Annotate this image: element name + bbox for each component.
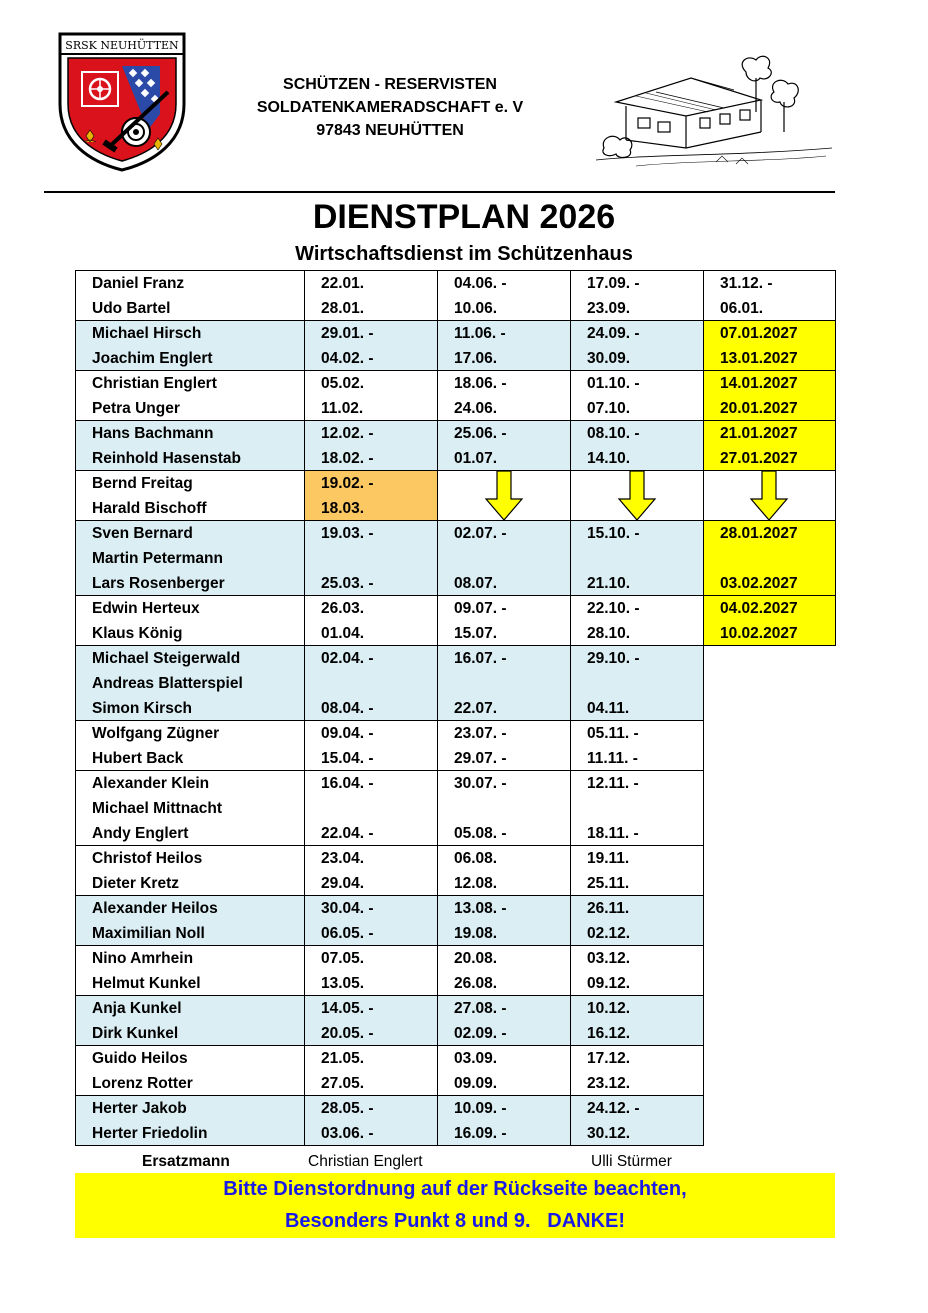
duty-date: 19.03. - [321, 525, 374, 542]
duty-date: 04.06. - [454, 275, 507, 292]
member-name: Michael Steigerwald [92, 650, 241, 667]
duty-date: 11.06. - [454, 325, 506, 342]
duty-date: 20.01.2027 [720, 400, 798, 417]
substitute-person-2: Ulli Stürmer [591, 1153, 672, 1170]
duty-date: 08.10. - [587, 425, 640, 442]
down-arrow-icon [484, 471, 524, 521]
member-name: Maximilian Noll [92, 925, 205, 942]
member-name: Dirk Kunkel [92, 1025, 179, 1042]
duty-date: 23.09. [587, 300, 631, 317]
duty-date: 13.01.2027 [720, 350, 798, 367]
member-name: Michael Hirsch [92, 325, 202, 342]
footer-line-2: Besonders Punkt 8 und 9. DANKE! [284, 1210, 626, 1232]
duty-date: 17.12. [587, 1050, 631, 1067]
header-divider [44, 191, 835, 193]
duty-date: 29.04. [321, 875, 365, 892]
duty-date: 25.03. - [321, 575, 374, 592]
duty-date: 07.10. [587, 400, 631, 417]
club-crest-logo [56, 32, 188, 172]
member-name: Christof Heilos [92, 850, 203, 867]
duty-date: 10.02.2027 [720, 625, 798, 642]
duty-date: 20.05. - [321, 1025, 374, 1042]
member-name: Helmut Kunkel [92, 975, 201, 992]
duty-date: 10.12. [587, 1000, 631, 1017]
duty-date: 12.11. - [587, 775, 639, 792]
duty-date: 13.05. [321, 975, 365, 992]
duty-date: 14.10. [587, 450, 631, 467]
duty-date: 16.09. - [454, 1125, 507, 1142]
duty-date: 21.10. [587, 575, 631, 592]
duty-date: 18.06. - [454, 375, 507, 392]
duty-date: 16.07. - [454, 650, 507, 667]
duty-date: 19.08. [454, 925, 498, 942]
duty-date: 26.03. [321, 600, 365, 617]
duty-date: 02.07. - [454, 525, 507, 542]
page-subtitle: Wirtschaftsdienst im Schützenhaus [295, 243, 633, 265]
member-name: Petra Unger [92, 400, 180, 417]
duty-date: 22.07. [454, 700, 498, 717]
duty-date: 27.05. [321, 1075, 365, 1092]
duty-date: 16.04. - [321, 775, 374, 792]
duty-date: 14.01.2027 [720, 375, 798, 392]
duty-date: 03.09. [454, 1050, 498, 1067]
member-name: Anja Kunkel [92, 1000, 182, 1017]
footer-line-1: Bitte Dienstordnung auf der Rückseite beachten, [223, 1178, 687, 1200]
duty-date: 28.05. - [321, 1100, 374, 1117]
member-name: Wolfgang Zügner [92, 725, 220, 742]
member-name: Daniel Franz [92, 275, 185, 292]
member-name: Harald Bischoff [92, 500, 207, 517]
member-name: Udo Bartel [92, 300, 171, 317]
substitute-person-1: Christian Englert [308, 1153, 423, 1170]
duty-date: 20.08. [454, 950, 498, 967]
member-name: Dieter Kretz [92, 875, 179, 892]
duty-date: 17.09. - [587, 275, 640, 292]
duty-date: 23.04. [321, 850, 365, 867]
duty-date: 31.12. - [720, 275, 773, 292]
duty-date: 06.08. [454, 850, 498, 867]
member-name: Simon Kirsch [92, 700, 192, 717]
member-name: Reinhold Hasenstab [92, 450, 241, 467]
duty-date: 12.02. - [321, 425, 374, 442]
duty-date: 11.02. [321, 400, 364, 417]
page-title: DIENSTPLAN 2026 [312, 198, 616, 236]
duty-date: 24.12. - [587, 1100, 640, 1117]
member-name: Alexander Heilos [92, 900, 218, 917]
duty-date: 18.11. - [587, 825, 639, 842]
duty-date: 21.01.2027 [720, 425, 798, 442]
duty-date: 01.10. - [587, 375, 640, 392]
footer-notice [75, 1173, 835, 1238]
member-name: Guido Heilos [92, 1050, 188, 1067]
duty-date: 13.08. - [454, 900, 507, 917]
duty-date: 10.09. - [454, 1100, 507, 1117]
member-name: Joachim Englert [92, 350, 213, 367]
member-name: Hans Bachmann [92, 425, 214, 442]
org-line-1: SCHÜTZEN - RESERVISTEN [283, 76, 497, 93]
member-name: Klaus König [92, 625, 183, 642]
duty-date: 28.01. [321, 300, 365, 317]
duty-date: 30.07. - [454, 775, 507, 792]
duty-date: 24.06. [454, 400, 498, 417]
duty-date: 08.04. - [321, 700, 374, 717]
duty-date: 10.06. [454, 300, 498, 317]
member-name: Herter Friedolin [92, 1125, 208, 1142]
duty-date: 29.01. - [321, 325, 374, 342]
member-name: Martin Petermann [92, 550, 223, 567]
duty-date: 09.12. [587, 975, 631, 992]
member-name: Michael Mittnacht [92, 800, 223, 817]
duty-date: 15.07. [454, 625, 498, 642]
duty-date: 05.11. - [587, 725, 639, 742]
member-name: Christian Englert [92, 375, 217, 392]
duty-date: 05.02. [321, 375, 365, 392]
duty-date: 09.09. [454, 1075, 498, 1092]
duty-date: 06.05. - [321, 925, 374, 942]
duty-date: 28.10. [587, 625, 631, 642]
duty-date: 25.11. [587, 875, 630, 892]
duty-date: 08.07. [454, 575, 498, 592]
member-name: Lars Rosenberger [92, 575, 225, 592]
duty-date: 03.12. [587, 950, 631, 967]
duty-date: 26.11. [587, 900, 630, 917]
duty-date: 21.05. [321, 1050, 365, 1067]
duty-date: 15.04. - [321, 750, 374, 767]
member-name: Edwin Herteux [92, 600, 200, 617]
duty-date: 27.01.2027 [720, 450, 798, 467]
duty-date: 24.09. - [587, 325, 640, 342]
duty-date: 26.08. [454, 975, 498, 992]
clubhouse-sketch [596, 52, 832, 174]
duty-date: 16.12. [587, 1025, 631, 1042]
member-name: Sven Bernard [92, 525, 193, 542]
duty-date: 29.07. - [454, 750, 507, 767]
duty-date: 19.11. [587, 850, 630, 867]
duty-date: 01.07. [454, 450, 498, 467]
duty-date: 14.05. - [321, 1000, 374, 1017]
duty-date: 19.02. - [321, 475, 374, 492]
duty-date: 22.10. - [587, 600, 640, 617]
duty-date: 02.09. - [454, 1025, 507, 1042]
down-arrow-icon [749, 471, 789, 521]
member-name: Hubert Back [92, 750, 184, 767]
down-arrow-icon [617, 471, 657, 521]
member-name: Herter Jakob [92, 1100, 187, 1117]
duty-date: 04.02.2027 [720, 600, 798, 617]
duty-date: 25.06. - [454, 425, 507, 442]
duty-date: 09.04. - [321, 725, 374, 742]
svg-text:SRSK NEUHÜTTEN: SRSK NEUHÜTTEN [65, 39, 179, 52]
duty-date: 17.06. [454, 350, 498, 367]
duty-date: 30.04. - [321, 900, 374, 917]
duty-date: 04.02. - [321, 350, 374, 367]
org-line-3: 97843 NEUHÜTTEN [316, 122, 464, 139]
duty-date: 09.07. - [454, 600, 507, 617]
duty-date: 30.12. [587, 1125, 631, 1142]
duty-date: 12.08. [454, 875, 498, 892]
substitute-label: Ersatzmann [142, 1153, 230, 1170]
duty-date: 23.12. [587, 1075, 631, 1092]
duty-date: 07.01.2027 [720, 325, 798, 342]
duty-date: 04.11. [587, 700, 630, 717]
duty-date: 18.03. [321, 500, 365, 517]
duty-date: 01.04. [321, 625, 365, 642]
duty-date: 05.08. - [454, 825, 507, 842]
duty-date: 29.10. - [587, 650, 640, 667]
duty-date: 23.07. - [454, 725, 507, 742]
org-line-2: SOLDATENKAMERADSCHAFT e. V [256, 99, 524, 116]
duty-date: 28.01.2027 [720, 525, 798, 542]
duty-date: 07.05. [321, 950, 365, 967]
duty-date: 27.08. - [454, 1000, 507, 1017]
duty-date: 22.04. - [321, 825, 374, 842]
duty-date: 15.10. - [587, 525, 640, 542]
duty-date: 22.01. [321, 275, 365, 292]
duty-date: 06.01. [720, 300, 764, 317]
member-name: Lorenz Rotter [92, 1075, 193, 1092]
duty-date: 02.12. [587, 925, 631, 942]
member-name: Bernd Freitag [92, 475, 193, 492]
duty-date: 03.06. - [321, 1125, 374, 1142]
member-name: Andy Englert [92, 825, 189, 842]
member-name: Nino Amrhein [92, 950, 194, 967]
duty-date: 02.04. - [321, 650, 374, 667]
duty-date: 30.09. [587, 350, 631, 367]
duty-date: 18.02. - [321, 450, 374, 467]
duty-date: 03.02.2027 [720, 575, 798, 592]
member-name: Alexander Klein [92, 775, 210, 792]
member-name: Andreas Blatterspiel [92, 675, 243, 692]
duty-date: 11.11. - [587, 750, 638, 767]
organization-header [200, 73, 580, 142]
